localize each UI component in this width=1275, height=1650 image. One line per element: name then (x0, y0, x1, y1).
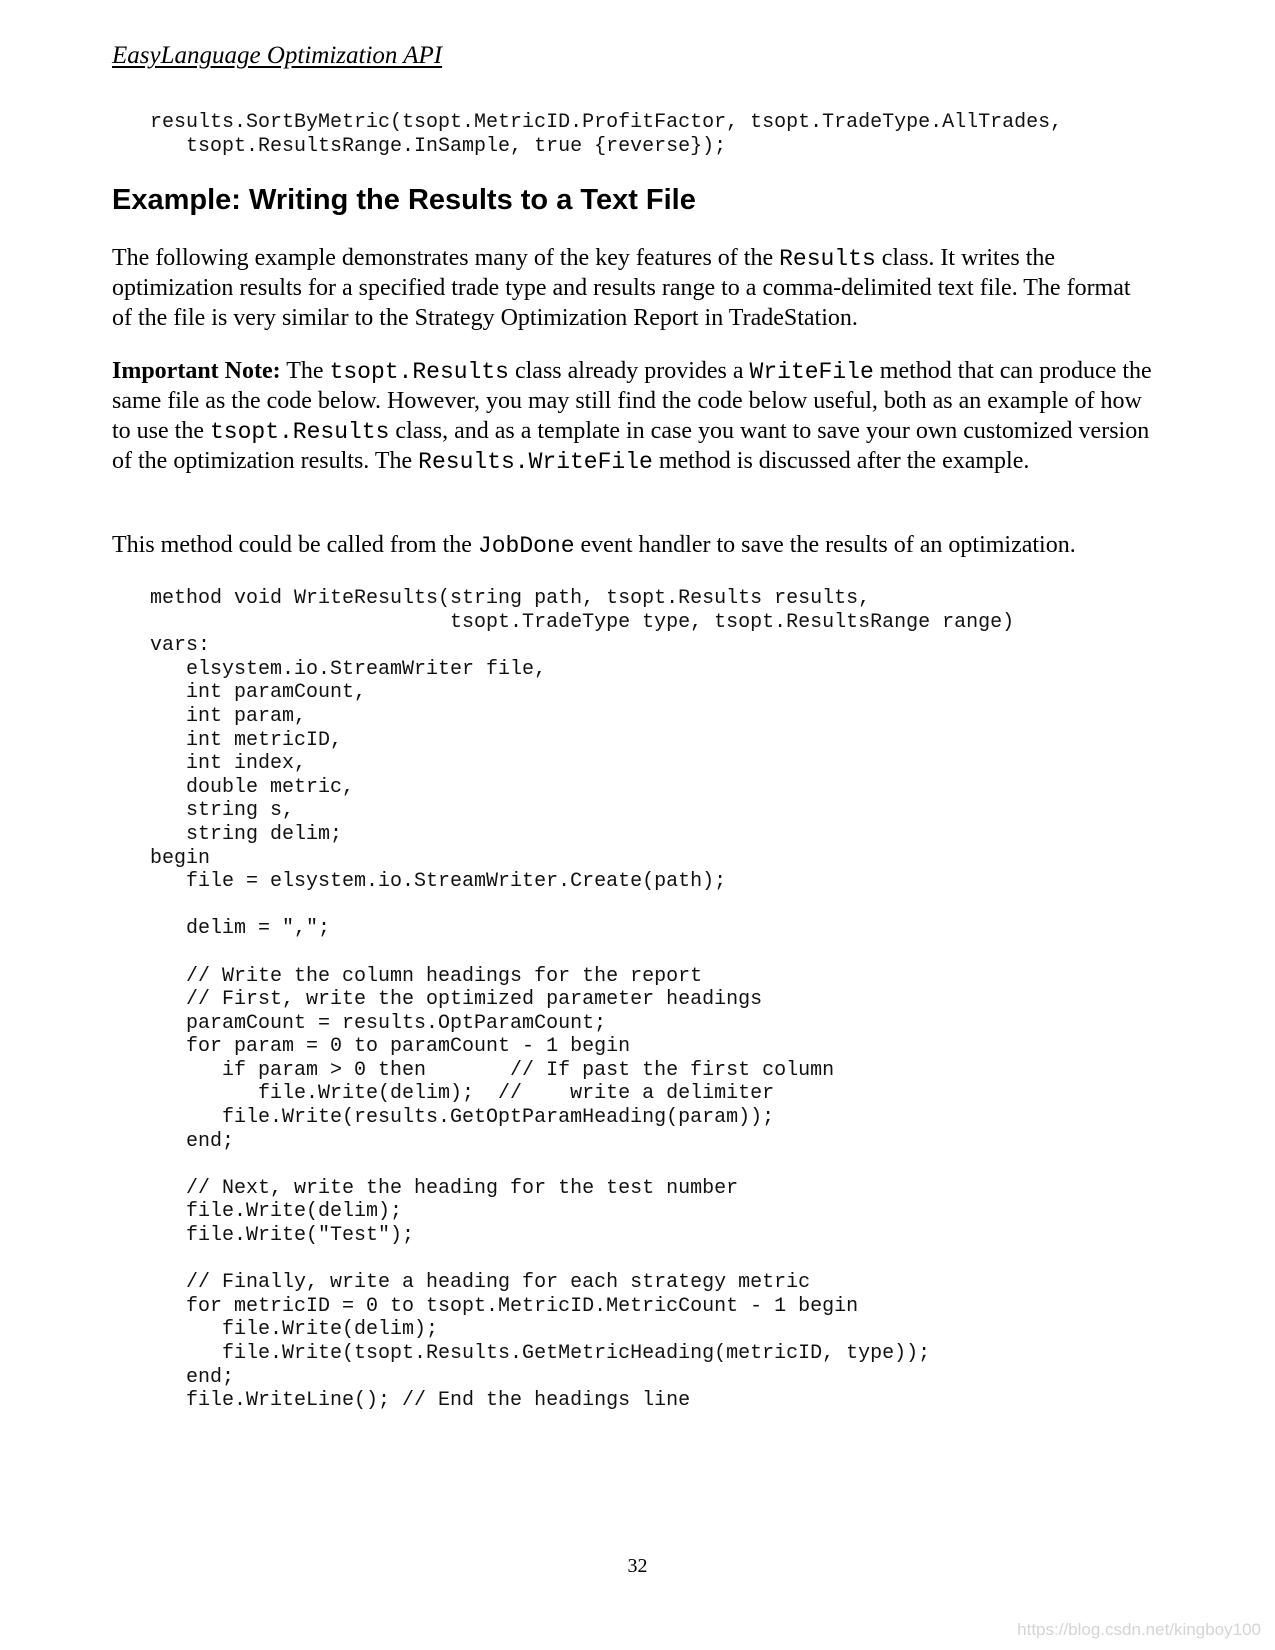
paragraph-text: event handler to save the results of an optimization. (574, 532, 1076, 558)
paragraph-text: class, and as a template in case you want to save your own customized version of the optimization results. The (112, 417, 1150, 474)
code-line: file.Write(tsopt.Results.GetMetricHeading(metricID, type)); (150, 1342, 931, 1365)
code-line (150, 941, 1014, 965)
code-line: // First, write the optimized parameter headings (150, 988, 763, 1012)
code-line: begin (150, 846, 211, 870)
code-line (150, 1248, 1014, 1272)
code-line (150, 1153, 1014, 1177)
code-line (150, 894, 1014, 918)
code-line: // Next, write the heading for the test number (150, 1176, 739, 1200)
paragraph-intro (112, 244, 1152, 333)
code-line: // Finally, write a heading for each strategy metric (150, 1271, 811, 1295)
code-block-write-results (150, 587, 1014, 1413)
code-line: // Write the column headings for the report (150, 964, 703, 988)
inline-code: Results.WriteFile (418, 448, 653, 475)
paragraph-text: The following example demonstrates many of the key features of the (112, 245, 780, 271)
inline-code: JobDone (477, 533, 575, 559)
paragraph-text: The (280, 358, 330, 384)
code-line: string s, (150, 799, 295, 823)
code-line: end; (150, 1129, 235, 1153)
section-title: Example: Writing the Results to a Text File (112, 184, 696, 216)
code-line: for metricID = 0 to tsopt.MetricID.MetricCount - 1 begin (150, 1294, 859, 1318)
code-line: file.Write(delim); // write a delimiter (150, 1082, 775, 1106)
code-line: delim = ","; (150, 917, 331, 941)
inline-code: tsopt.Results (329, 359, 509, 385)
code-line: results.SortByMetric(tsopt.MetricID.ProfitFactor, tsopt.TradeType.AllTrades, (150, 111, 1063, 134)
code-line: tsopt.ResultsRange.InSample, true {reverse}); (150, 134, 727, 158)
code-line: int paramCount, (150, 681, 367, 705)
code-line: int param, (150, 704, 307, 728)
code-line: file.Write("Test"); (150, 1224, 415, 1248)
code-line: tsopt.TradeType type, tsopt.ResultsRange range) (150, 610, 1015, 634)
paragraph-text: class. It writes the optimization results for a specified trade type and results range to a comma-delimited text file. The format of the file is very similar to the Strategy Optimization Report in TradeStation. (112, 245, 1131, 331)
page-number: 32 (627, 1555, 648, 1577)
code-line: paramCount = results.OptParamCount; (150, 1011, 607, 1035)
paragraph-text: method that can produce the same file as the code below. However, you may still find the code below useful, both as an example of how to use the (112, 358, 1152, 444)
code-line: file = elsystem.io.StreamWriter.Create(path); (150, 870, 727, 894)
code-line: method void WriteResults(string path, tsopt.Results results, (150, 587, 871, 610)
code-line: if param > 0 then // If past the first column (150, 1058, 835, 1082)
code-line: string delim; (150, 822, 343, 846)
code-line: elsystem.io.StreamWriter file, (150, 657, 547, 681)
code-line: double metric, (150, 775, 355, 799)
paragraph-text: method is discussed after the example. (652, 447, 1030, 474)
inline-code: tsopt.Results (209, 418, 390, 445)
paragraph-text: class already provides a (508, 358, 750, 384)
inline-code: WriteFile (749, 359, 874, 385)
code-line: file.WriteLine(); // End the headings line (150, 1389, 691, 1413)
code-line: file.Write(results.GetOptParamHeading(param)); (150, 1106, 775, 1130)
code-line: file.Write(delim); (150, 1200, 403, 1224)
code-line: int metricID, (150, 728, 343, 752)
code-line: int index, (150, 752, 307, 776)
code-line: file.Write(delim); (150, 1318, 439, 1342)
code-line: for param = 0 to paramCount - 1 begin (150, 1035, 631, 1059)
page-header-title: EasyLanguage Optimization API (112, 42, 443, 69)
paragraph-text: This method could be called from the (112, 532, 478, 558)
important-note-label: Important Note: (112, 358, 281, 384)
paragraph-important-note (112, 357, 1152, 477)
code-block-sort (150, 111, 1062, 158)
code-line: vars: (150, 634, 211, 658)
code-line: end; (150, 1365, 235, 1389)
inline-code: Results (779, 246, 876, 272)
paragraph-jobdone (112, 531, 1152, 561)
watermark-url: https://blog.csdn.net/kingboy100 (1017, 1620, 1261, 1639)
